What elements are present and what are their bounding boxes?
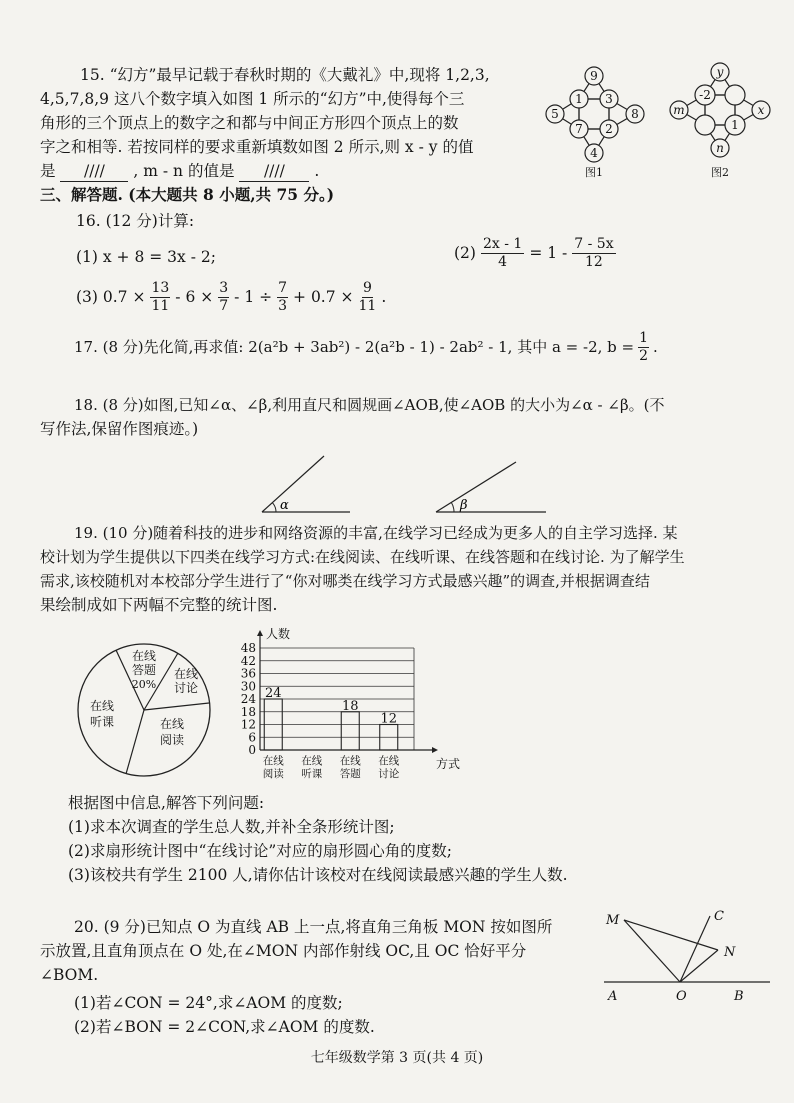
point-C: C <box>714 909 724 924</box>
y-axis-arrow <box>257 630 263 636</box>
q19-line4: 果绘制成如下两幅不完整的统计图. <box>40 596 278 614</box>
answer-blank-1[interactable]: //// <box>60 162 128 182</box>
q18-line1: 18. (8 分)如图,已知∠α、∠β,利用直尺和圆规画∠AOB,使∠AOB 的大小为∠α - ∠β。(不 <box>74 396 665 414</box>
q15-line5-b: , m - n 的值是 <box>133 162 235 180</box>
fraction: $\frac{3}{7}$ <box>219 280 229 314</box>
svg-text:阅读: 阅读 <box>159 733 185 747</box>
bar-chart <box>232 628 472 788</box>
section-three-heading: 三、解答题. (本大题共 8 小题,共 75 分。) <box>40 185 335 204</box>
q19-line2: 校计划为学生提供以下四类在线学习方式:在线阅读、在线听课、在线答题和在线讨论. 为了解学生 <box>40 548 685 566</box>
fig2-num-right: x <box>757 103 765 117</box>
pie-chart <box>74 640 214 780</box>
angle-alpha-figure <box>256 452 356 516</box>
fig2-num-bottom: n <box>716 141 724 155</box>
q20-line2: 示放置,且直角顶点在 O 处,在∠MON 内部作射线 OC,且 OC 恰好平分 <box>40 942 527 960</box>
fig1-num-br: 2 <box>605 122 613 136</box>
q15-line5-a: 是 <box>40 162 56 180</box>
y-tick-label: 42 <box>240 653 256 668</box>
y-tick-label: 30 <box>240 679 256 694</box>
pie-label-read: 在线 <box>159 717 185 731</box>
q16-heading: 16. (12 分)计算: <box>76 212 195 230</box>
beta-label: β <box>460 498 468 513</box>
fraction: $\frac{13}{11}$ <box>151 280 170 314</box>
svg-text:讨论: 讨论 <box>173 681 199 695</box>
x-tick-label: 在线 <box>301 755 323 767</box>
answer-blank-2[interactable]: //// <box>239 162 309 182</box>
fraction: 7 - 5x 12 <box>574 236 614 270</box>
x-tick-label: 讨论 <box>378 768 400 780</box>
svg-text:听课: 听课 <box>89 715 115 729</box>
fraction: $\frac{2x - 1}{4}$ <box>482 236 523 270</box>
fraction: $\frac{9}{11}$ <box>358 280 377 314</box>
angle-beta-figure <box>430 458 550 516</box>
svg-text:答题: 答题 <box>131 663 157 677</box>
q15-line4: 字之和相等. 若按同样的要求重新填数如图 2 所示,则 x - y 的值 <box>40 138 474 156</box>
y-tick-label: 12 <box>240 717 256 732</box>
fig2-num-br: 1 <box>731 118 739 132</box>
x-axis-arrow <box>432 747 438 753</box>
x-tick-label: 答题 <box>339 768 361 780</box>
point-A: A <box>608 989 618 1004</box>
q20-sub1: (1)若∠CON = 24°,求∠AOM 的度数; <box>74 994 343 1012</box>
point-M: M <box>606 913 620 928</box>
q15-line2: 4,5,7,8,9 这八个数字填入如图 1 所示的“幻方”中,使得每个三 <box>40 90 465 108</box>
q19-line3: 需求,该校随机对本校部分学生进行了“你对哪类在线学习方式最感兴趣”的调查,并根据调查结 <box>40 572 650 590</box>
fig1-num-tl: 1 <box>575 92 583 106</box>
pie-label-answer: 在线 <box>131 649 157 663</box>
q15-line1: 15. “幻方”最早记载于春秋时期的《大戴礼》中,现将 1,2,3, <box>80 66 490 84</box>
triangle-board-figure <box>600 908 780 1008</box>
q19-after: 根据图中信息,解答下列问题: <box>68 794 265 812</box>
x-tick-label: 在线 <box>262 755 284 767</box>
x-tick-label: 听课 <box>301 768 323 780</box>
point-B: B <box>734 989 744 1004</box>
magic-square-figure-2 <box>664 62 782 178</box>
magic-square-figure-1 <box>538 62 656 178</box>
q19-sub3: (3)该校共有学生 2100 人,请你估计该校对在线阅读最感兴趣的学生人数. <box>68 866 568 884</box>
fig2-caption: 图2 <box>711 166 729 179</box>
y-tick-label: 0 <box>248 743 256 757</box>
page-footer: 七年级数学第 3 页(共 4 页) <box>310 1050 484 1066</box>
q20-sub2: (2)若∠BON = 2∠CON,求∠AOM 的度数. <box>74 1018 375 1036</box>
y-tick-label: 18 <box>240 704 256 719</box>
fig2-num-top: y <box>716 65 724 79</box>
q19-line1: 19. (10 分)随着科技的进步和网络资源的丰富,在线学习已经成为更多人的自主学习选择. 某 <box>74 524 678 542</box>
bar-data-label: 24 <box>264 686 282 701</box>
fig2-num-left: m <box>673 103 685 117</box>
fig1-num-bottom: 4 <box>590 146 598 160</box>
bar-data-label: 12 <box>380 711 398 727</box>
bar-data-label: 18 <box>341 698 359 714</box>
y-tick-label: 36 <box>240 666 256 681</box>
fig1-num-bl: 7 <box>575 122 583 136</box>
q15-line5 <box>40 162 319 182</box>
x-tick-label: 在线 <box>339 755 361 767</box>
bar <box>341 712 359 750</box>
fig1-num-left: 5 <box>551 107 559 121</box>
point-N: N <box>724 945 736 960</box>
y-tick-label: 24 <box>240 692 256 706</box>
pie-label-discuss: 在线 <box>173 667 199 681</box>
q19-sub1: (1)求本次调查的学生总人数,并补全条形统计图; <box>68 818 395 836</box>
fig1-num-right: 8 <box>631 107 639 121</box>
y-axis-title: 人数 <box>266 627 291 641</box>
q19-sub2: (2)求扇形统计图中“在线讨论”对应的扇形圆心角的度数; <box>68 842 453 860</box>
q20-line3: ∠BOM. <box>40 966 99 984</box>
y-tick-label: 48 <box>240 641 256 655</box>
pie-label-answer-percent: 20% <box>131 678 157 691</box>
x-axis-title: 方式 <box>436 757 461 771</box>
q16-part1: (1) x + 8 = 3x - 2; <box>76 248 216 266</box>
q18-line2: 写作法,保留作图痕迹。) <box>40 420 199 438</box>
fig2-num-tl: -2 <box>699 88 711 102</box>
y-tick-label: 6 <box>248 730 256 745</box>
point-O: O <box>676 989 687 1004</box>
q15-line3: 角形的三个顶点上的数字之和都与中间正方形四个顶点上的数 <box>40 114 459 132</box>
q16-part3: (3) 0.7 × $\frac{13}{11}$ - 6 × $\frac{3}{7}$ - 1 ÷ $\frac{7}{3}$ + 0.7 × $\frac{9}{11}$ . <box>76 280 387 314</box>
x-tick-label: 阅读 <box>262 768 284 780</box>
fig1-num-top: 9 <box>590 69 598 83</box>
fig1-caption: 图1 <box>585 166 603 179</box>
q17: 17. (8 分)先化简,再求值: 2(a²b + 3ab²) - 2(a²b - 1) - 2ab² - 1, 其中 a = -2, b = $\frac{1}{2}$ . <box>74 330 658 364</box>
fraction: $\frac{1}{2}$ <box>639 330 649 364</box>
q16-part2: (2) $\frac{2x - 1}{4}$ = 1 - 7 - 5x 12 <box>454 236 614 270</box>
fraction: $\frac{7}{3}$ <box>278 280 288 314</box>
fig1-num-tr: 3 <box>605 92 613 106</box>
q15-line5-c: . <box>314 162 320 180</box>
alpha-label: α <box>280 498 289 513</box>
x-tick-label: 在线 <box>378 755 400 767</box>
q20-line1: 20. (9 分)已知点 O 为直线 AB 上一点,将直角三角板 MON 按如图所 <box>74 918 553 936</box>
pie-label-listen: 在线 <box>89 699 115 713</box>
